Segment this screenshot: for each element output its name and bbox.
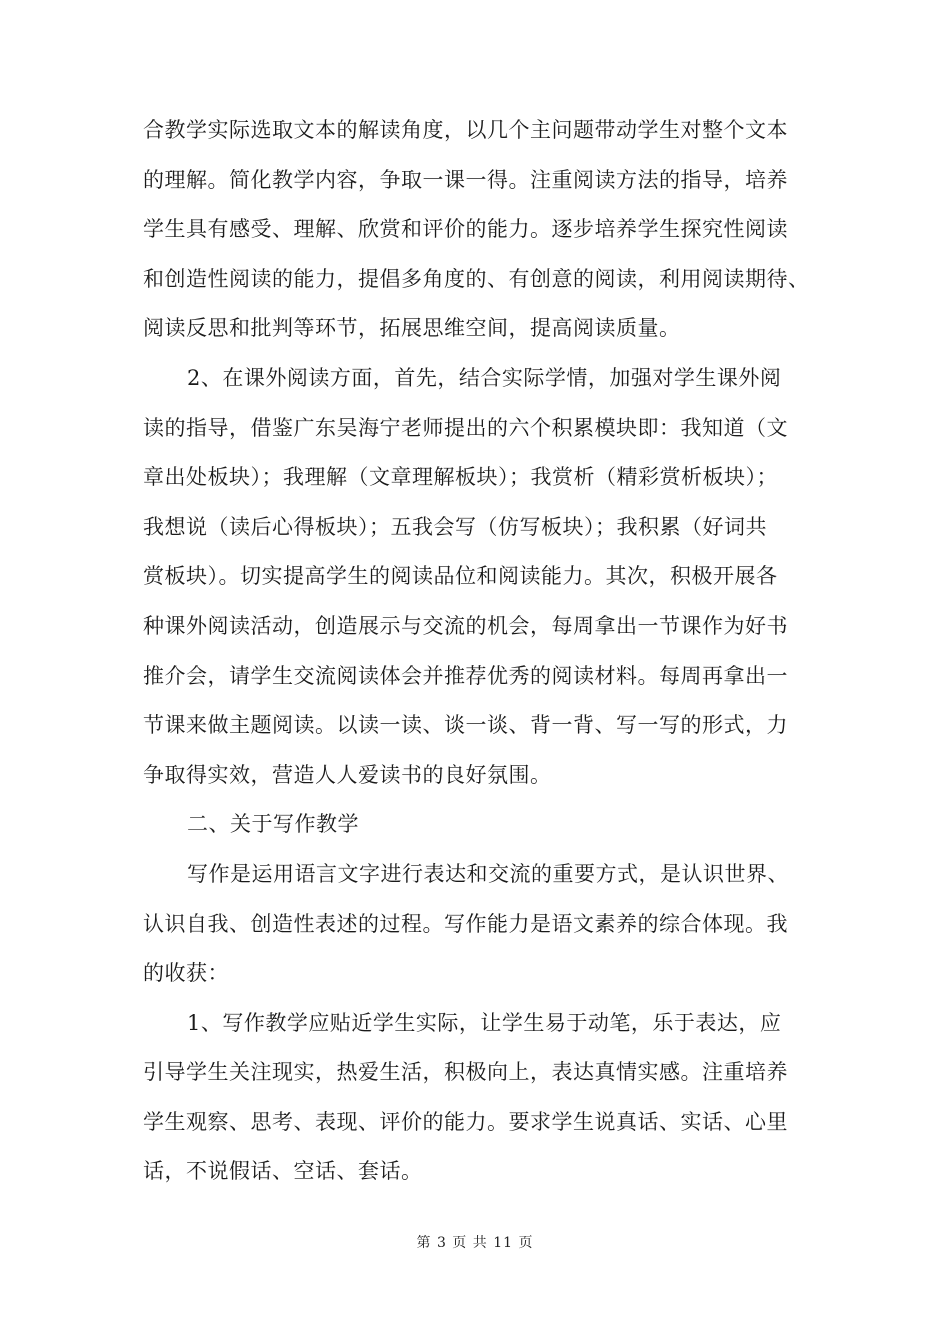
text-line: 认识自我、创造性表述的过程。写作能力是语文素养的综合体现。我: [143, 911, 788, 936]
section-heading: 二、关于写作教学: [187, 812, 359, 837]
text-line: 引导学生关注现实，热爱生活，积极向上，表达真情实感。注重培养: [143, 1060, 788, 1085]
text-line: 节课来做主题阅读。以读一读、谈一谈、背一背、写一写的形式，力: [143, 713, 788, 738]
text-line: 我想说（读后心得板块）；五我会写（仿写板块）；我积累（好词共: [143, 514, 767, 539]
page-footer: [0, 1232, 950, 1252]
text-line: 的理解。简化教学内容，争取一课一得。注重阅读方法的指导，培养: [143, 167, 788, 192]
text-line: 阅读反思和批判等环节，拓展思维空间，提高阅读质量。: [143, 316, 681, 341]
page-number-label: 第 3 页 共 11 页: [416, 1235, 534, 1251]
text-line: 话，不说假话、空话、套话。: [143, 1159, 423, 1184]
text-line: 学生具有感受、理解、欣赏和评价的能力。逐步培养学生探究性阅读: [143, 217, 788, 242]
paragraph-start-line: 1、写作教学应贴近学生实际，让学生易于动笔，乐于表达，应: [187, 1010, 782, 1035]
text-line: 章出处板块）；我理解（文章理解板块）；我赏析（精彩赏析板块）；: [143, 465, 778, 490]
text-line: 和创造性阅读的能力，提倡多角度的、有创意的阅读，利用阅读期待、: [143, 266, 810, 291]
body-text: [143, 106, 810, 1197]
text-line: 合教学实际选取文本的解读角度，以几个主问题带动学生对整个文本: [143, 118, 788, 142]
paragraph-start-line: 写作是运用语言文字进行表达和交流的重要方式，是认识世界、: [187, 861, 789, 886]
text-line: 推介会，请学生交流阅读体会并推荐优秀的阅读材料。每周再拿出一: [143, 663, 788, 688]
text-line: 读的指导，借鉴广东吴海宁老师提出的六个积累模块即：我知道（文: [143, 415, 788, 440]
text-line: 赏板块）。切实提高学生的阅读品位和阅读能力。其次，积极开展各: [143, 564, 778, 589]
text-line: 学生观察、思考、表现、评价的能力。要求学生说真话、实话、心里: [143, 1109, 788, 1134]
text-line: 的收获：: [143, 961, 229, 986]
paragraph-start-line: 2、在课外阅读方面，首先，结合实际学情，加强对学生课外阅: [187, 365, 782, 390]
text-line: 种课外阅读活动，创造展示与交流的机会，每周拿出一节课作为好书: [143, 613, 788, 638]
text-line: 争取得实效，营造人人爱读书的良好氛围。: [143, 762, 552, 787]
